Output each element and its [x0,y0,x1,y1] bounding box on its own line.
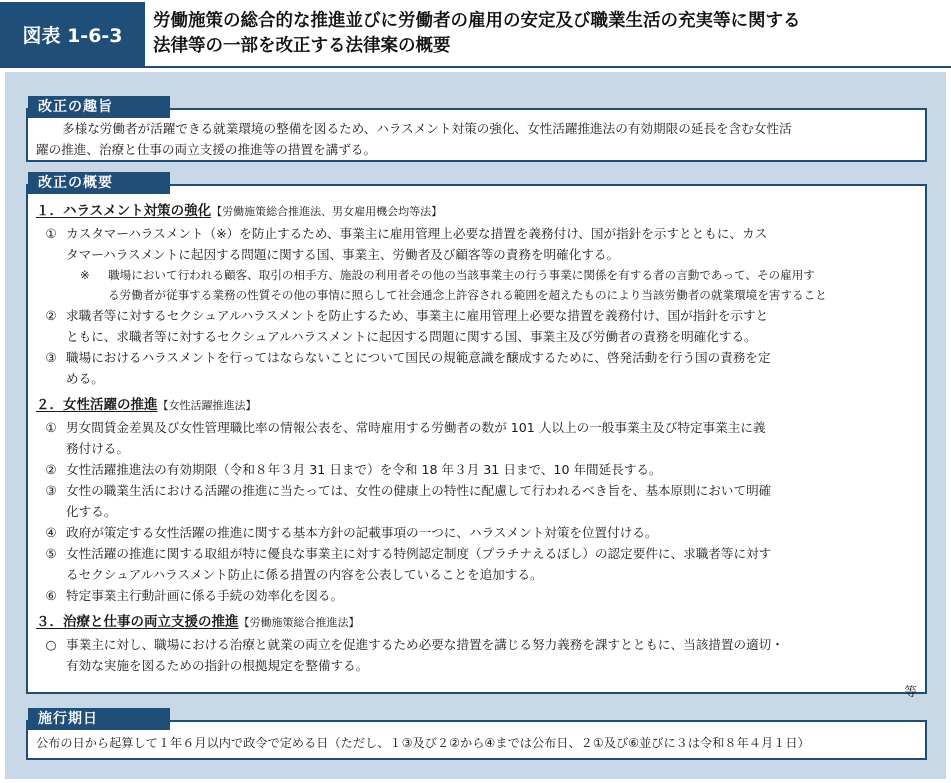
purpose-text [36,118,921,160]
section-3-heading [36,611,921,634]
list-item: ⑤ 女性活躍の推進に関する取組が特に優良な事業主に対する特例認定制度（プラチナえるぼし）の認定要件に、求職者等に対す るセクシュアルハラスメント防止に係る措置の内容を公表していることを追加する。 [45,546,772,582]
purpose-label: 改正の趣旨 [28,96,170,118]
enforcement-section [26,711,927,760]
section-1-law: 【労働施策総合推進法、男女雇用機会均等法】 [211,205,443,218]
section-3-title: ３．治療と仕事の両立支援の推進 [36,614,239,630]
purpose-section [26,99,927,162]
etc-mark: 等 [904,684,917,699]
list-item: ③ 女性の職業生活における活躍の推進に当たっては、女性の健康上の特性に配慮して行われるべき旨を、基本原則において明確 化する。 [45,483,772,519]
section-2-heading [36,394,921,417]
list-item: ② 求職者等に対するセクシュアルハラスメントを防止するため、事業主に雇用管理上必要な措置を義務付け、国が指針を示すと ともに、求職者等に対するセクシュアルハラスメントに起因する問題に関する国、事業主及び労働者の責務を明確化する。 [45,308,769,344]
section-2-law: 【女性活躍推進法】 [157,399,257,412]
figure-title-line-1: 労働施策の総合的な推進並びに労働者の雇用の安定及び職業生活の充実等に関する [153,11,801,31]
figure-title [145,9,951,59]
overview-section [26,175,927,699]
section-2-title: ２．女性活躍の推進 [36,397,158,413]
list-item: ② 女性活躍推進法の有効期限（令和８年３月 31 日まで）を令和 18 年３月 31 日まで、10 年間延長する。 [45,462,662,477]
list-item: ○ 事業主に対し、職場における治療と就業の両立を促進するため必要な措置を講じる努力義務を課すとともに、当該措置の適切・ 有効な実施を図るための指針の根拠規定を整備する。 [45,637,784,673]
figure-number-badge: 図表 1-6-3 [0,2,145,66]
enforcement-text: 公布の日から起算して１年６月以内で政令で定める日（ただし、１③及び２②から④までは公布日、２①及び⑥並びに３は令和８年４月１日） [36,736,810,750]
list-item: ③ 職場におけるハラスメントを行ってはならないことについて国民の規範意識を醸成するために、啓発活動を行う国の責務を定 める。 [45,350,771,386]
list-item: ④ 政府が策定する女性活躍の推進に関する基本方針の記載事項の一つに、ハラスメント対策を位置付ける。 [45,525,658,540]
footnote-item: ※ 職場において行われる顧客、取引の相手方、施設の利用者その他の当該事業主の行う事業に関係を有する者の言動であって、その雇用す る労働者が従事する業務の性質その他の事情に照らして社会通念上許容される範囲を超えたものにより当該労働者の就業環境を害すること [80,268,827,302]
figure-header [0,0,951,68]
purpose-line-1: 多様な労働者が活躍できる就業環境の整備を図るため、ハラスメント対策の強化、女性活躍推進法の有効期限の延長を含む女性活 [62,121,792,136]
section-1-title: １．ハラスメント対策の強化 [36,203,212,219]
figure-title-line-2: 法律等の一部を改正する法律案の概要 [153,36,451,56]
overview-label: 改正の概要 [28,172,170,194]
section-1-heading [36,200,921,223]
list-item: ⑥ 特定事業主行動計画に係る手続の効率化を図る。 [45,588,344,603]
enforcement-label: 施行期日 [28,708,170,730]
list-item: ① 男女間賃金差異及び女性管理職比率の情報公表を、常時雇用する労働者の数が 101 人以上の一般事業主及び特定事業主に義 務付ける。 [45,420,766,456]
list-item: ① カスタマーハラスメント（※）を防止するため、事業主に雇用管理上必要な措置を義務付け、国が指針を示すとともに、カス タマーハラスメントに起因する問題に関する国、事業主、労働者及び顧客等の責務を明確化する。 [45,226,768,262]
overview-body [36,200,921,702]
header-divider [0,66,951,68]
section-3-law: 【労働施策総合推進法】 [238,616,360,629]
content-panel [5,72,946,779]
purpose-line-2: 躍の推進、治療と仕事の両立支援の推進等の措置を講ずる。 [36,142,377,157]
